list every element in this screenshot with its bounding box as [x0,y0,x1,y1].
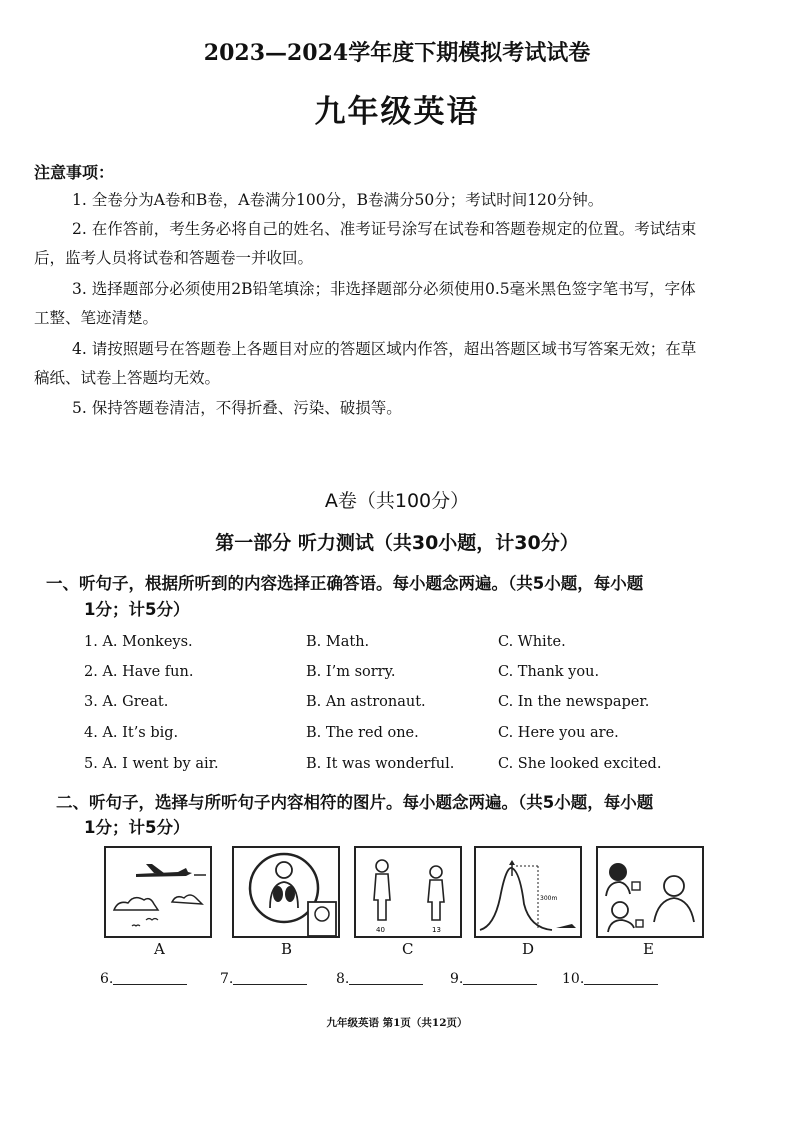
picture-options [0,846,794,946]
option-a: 2. A. Have fun. [84,664,194,680]
note-item: 工整、笔迹清楚。 [34,309,159,327]
question-row [0,634,794,658]
blank-line[interactable] [113,970,187,985]
section2-instruction: 二、听句子，选择与所听句子内容相符的图片。每小题念两遍。（共5小题，每小题 [56,793,654,812]
person-in-circle-illustration [234,848,338,936]
section2-instruction-cont: 1分；计5分） [84,818,190,837]
blank-number: 9. [450,971,464,987]
option-c: C. In the newspaper. [498,694,650,710]
note-item: 5. 保持答题卷清洁，不得折叠、污染、破损等。 [72,399,402,417]
blank-number: 6. [100,971,114,987]
note-item: 后，监考人员将试卷和答题卷一并收回。 [34,249,314,267]
picture-label: C [402,940,414,958]
note-item: 3. 选择题部分必须使用2B铅笔填涂；非选择题部分必须使用0.5毫米黑色签字笔书写，字体 [72,280,696,298]
option-a: 4. A. It’s big. [84,725,179,741]
option-c: C. Here you are. [498,725,619,741]
question-row [0,756,794,780]
airplane-illustration [106,848,210,936]
two-people-illustration [356,848,460,936]
answer-blank[interactable] [100,970,187,987]
mountain-illustration [476,848,580,936]
exam-title: 2023—2024学年度下期模拟考试试卷 [203,40,591,66]
picture-label: B [281,940,293,958]
blank-line[interactable] [463,970,537,985]
page-footer: 九年级英语 第1页（共12页） [326,1017,468,1029]
picture-c [354,846,462,938]
blank-number: 10. [562,971,585,987]
option-c: C. White. [498,634,566,650]
blank-number: 7. [220,971,234,987]
note-item: 稿纸、试卷上答题均无效。 [34,369,221,387]
option-c: C. Thank you. [498,664,600,680]
blank-number: 8. [336,971,350,987]
picture-label: A [154,940,165,958]
option-b: B. I’m sorry. [306,664,396,680]
question-row [0,664,794,688]
notes-heading: 注意事项： [34,163,115,182]
section1-instruction: 一、听句子，根据所听到的内容选择正确答语。每小题念两遍。（共5小题，每小题 [46,574,644,593]
option-b: B. It was wonderful. [306,756,455,772]
picture-label: E [643,940,654,958]
note-item: 4. 请按照题号在答题卷上各题目对应的答题区域内作答，超出答题区域书写答案无效；在草 [72,340,697,358]
option-a: 3. A. Great. [84,694,169,710]
subject-title: 九年级英语 [314,94,480,130]
height-label: 300m [540,895,558,902]
picture-e [596,846,704,938]
answer-blank[interactable] [220,970,307,987]
answer-blank[interactable] [336,970,423,987]
paper-a-title: A卷（共100分） [324,490,470,512]
picture-d [474,846,582,938]
age-label-left: 40 [376,926,385,934]
picture-b [232,846,340,938]
option-a: 1. A. Monkeys. [84,634,193,650]
option-c: C. She looked excited. [498,756,662,772]
option-b: B. The red one. [306,725,419,741]
note-item: 2. 在作答前，考生务必将自己的姓名、准考证号涂写在试卷和答题卷规定的位置。考试结束 [72,220,697,238]
blank-line[interactable] [584,970,658,985]
part1-title: 第一部分 听力测试（共30小题，计30分） [215,532,579,554]
note-item: 1. 全卷分为A卷和B卷，A卷满分100分，B卷满分50分；考试时间120分钟。 [72,191,604,209]
section1-instruction-cont: 1分；计5分） [84,600,190,619]
option-a: 5. A. I went by air. [84,756,219,772]
question-row [0,694,794,718]
age-label-right: 13 [432,926,441,934]
blank-line[interactable] [349,970,423,985]
answer-blank[interactable] [562,970,658,987]
blank-line[interactable] [233,970,307,985]
picture-label: D [522,940,535,958]
option-b: B. An astronaut. [306,694,426,710]
answer-blank[interactable] [450,970,537,987]
picture-a [104,846,212,938]
question-row [0,725,794,749]
people-talking-illustration [598,848,702,936]
option-b: B. Math. [306,634,370,650]
